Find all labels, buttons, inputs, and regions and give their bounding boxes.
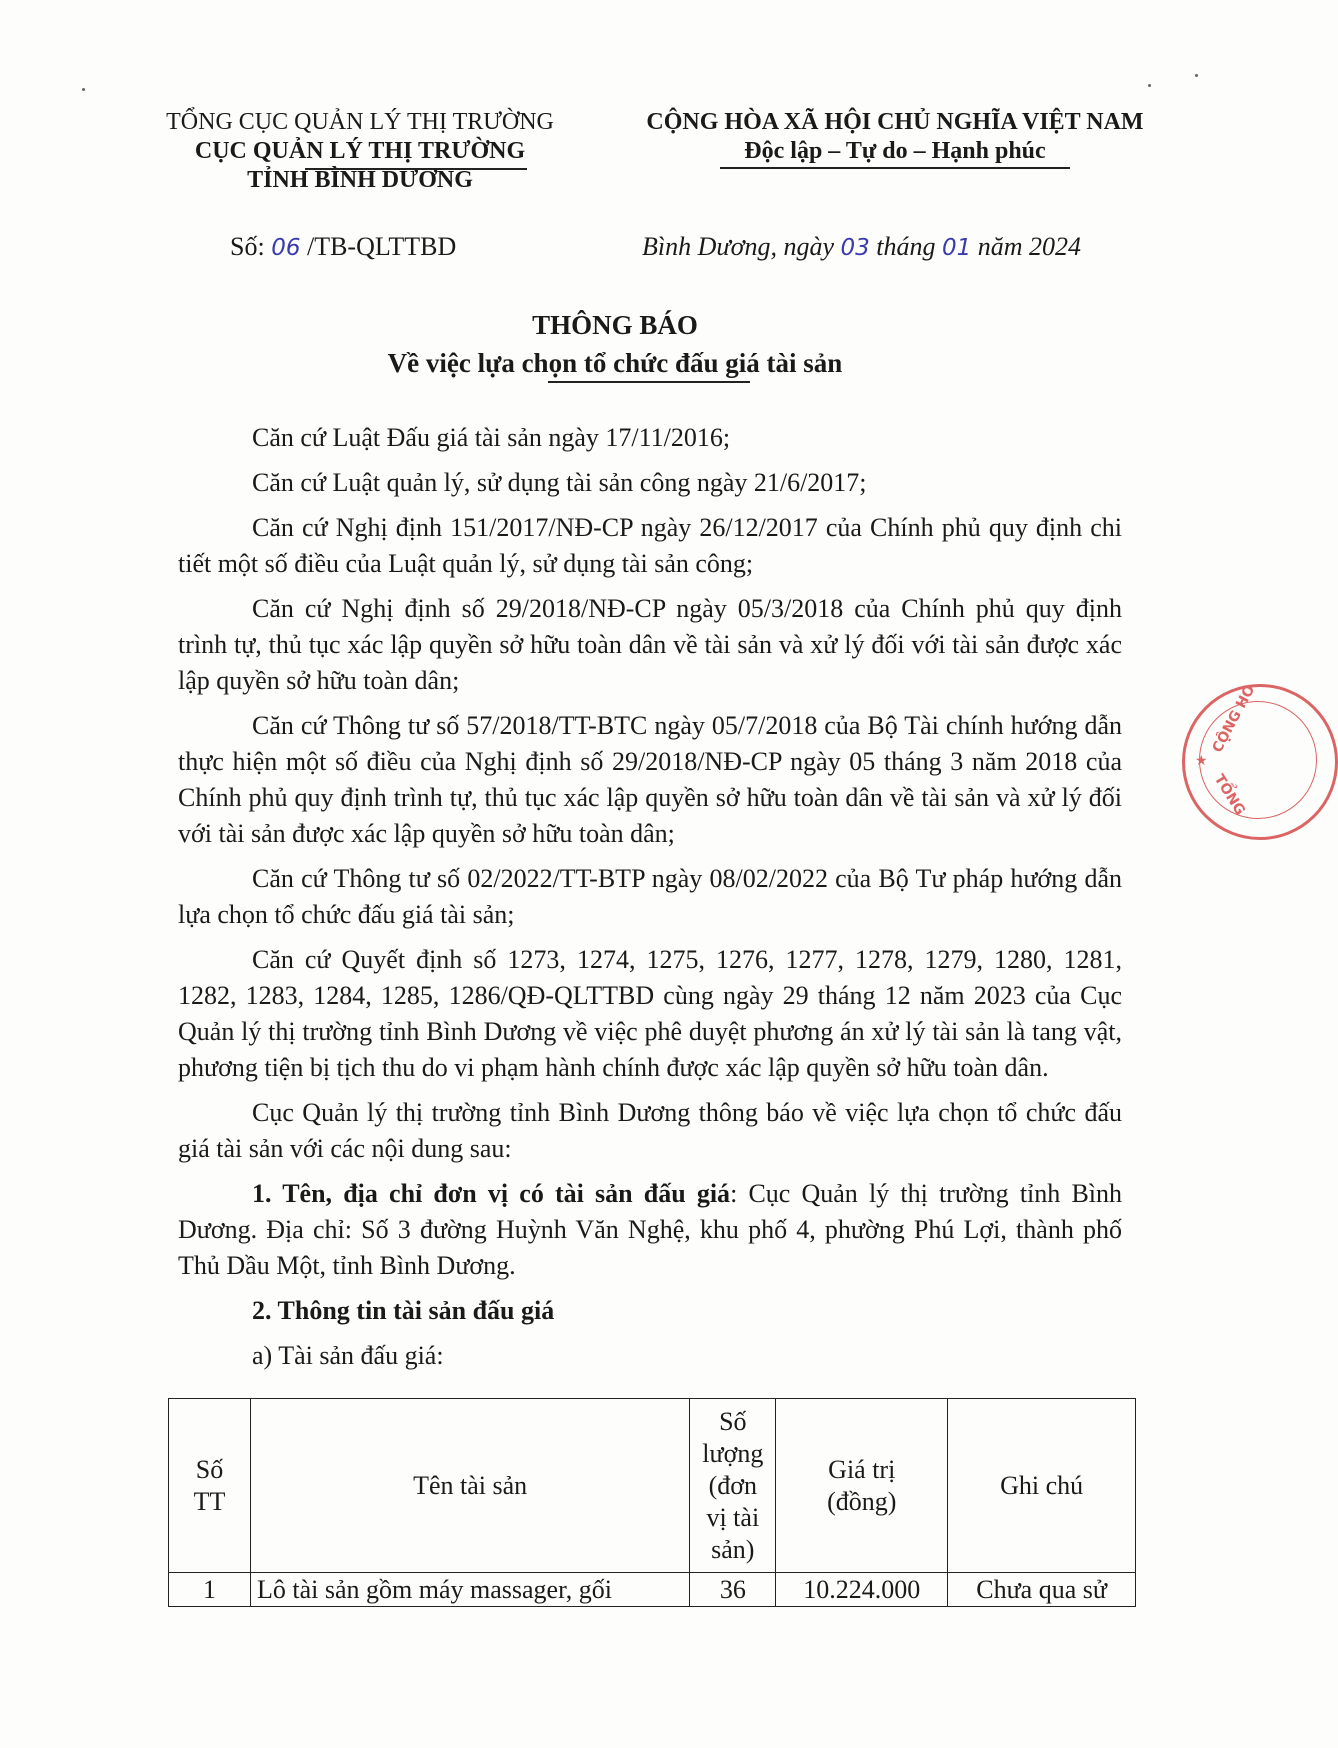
- table-row: [169, 1573, 1136, 1607]
- paragraph: Căn cứ Thông tư số 02/2022/TT-BTP ngày 08/02/2022 của Bộ Tư pháp hướng dẫn lựa chọn tổ chức đấu giá tài sản;: [178, 864, 1122, 929]
- paragraph: Căn cứ Luật quản lý, sử dụng tài sản công ngày 21/6/2017;: [252, 468, 867, 497]
- parent-agency: TỔNG CỤC QUẢN LÝ THỊ TRƯỜNG: [166, 109, 554, 135]
- section-1: [178, 1176, 1122, 1284]
- scan-speck: [82, 88, 85, 91]
- paragraph: Căn cứ Thông tư số 57/2018/TT-BTC ngày 05/7/2018 của Bộ Tài chính hướng dẫn thực hiện một số điều của Nghị định số 29/2018/NĐ-CP ngày 05 tháng 3 năm 2018 của Chính phủ quy định trình tự, thủ tục xác lập quyền sở hữu toàn dân về tài sản và xử lý đối với tài sản được xác lập quyền sở hữu toàn dân;: [178, 711, 1122, 848]
- header-cell-stt: Số TT: [169, 1399, 251, 1573]
- motto-underline: [720, 167, 1070, 169]
- paragraph: Căn cứ Nghị định 151/2017/NĐ-CP ngày 26/12/2017 của Chính phủ quy định chi tiết một số điều của Luật quản lý, sử dụng tài sản công;: [178, 513, 1122, 578]
- national-header: [620, 108, 1170, 166]
- seal-inner-ring: [1199, 701, 1317, 819]
- handwritten-month: 01: [942, 235, 972, 261]
- document-title: THÔNG BÁO: [532, 310, 698, 340]
- cell-value: 10.224.000: [776, 1573, 948, 1607]
- document-body: [178, 420, 1122, 1383]
- paragraph: Căn cứ Quyết định số 1273, 1274, 1275, 1276, 1277, 1278, 1279, 1280, 1281, 1282, 1283, 1284, 1285, 1286/QĐ-QLTTBD cùng ngày 29 tháng 12 năm 2023 của Cục Quản lý thị trường tỉnh Bình Dương về việc phê duyệt phương án xử lý tài sản là tang vật, phương tiện bị tịch thu do vi phạm hành chính được xác lập quyền sở hữu toàn dân.: [178, 945, 1122, 1082]
- header-cell-quantity: Số lượng (đơn vị tài sản): [690, 1399, 776, 1573]
- agency-province: TỈNH BÌNH DƯƠNG: [247, 167, 473, 193]
- agency-name: CỤC QUẢN LÝ THỊ TRƯỜNG: [194, 138, 526, 164]
- scan-speck: [1148, 84, 1151, 87]
- header-underline: [305, 168, 527, 170]
- handwritten-day: 03: [840, 235, 870, 261]
- subtitle-underline: [548, 381, 750, 383]
- agency-header: [140, 108, 580, 195]
- scan-speck: [1195, 74, 1198, 77]
- seal-text-top: CỘNG HÒ: [1209, 682, 1259, 756]
- cell-quantity: 36: [690, 1573, 776, 1607]
- motto: Độc lập – Tự do – Hạnh phúc: [744, 138, 1046, 164]
- document-subtitle: Về việc lựa chọn tổ chức đấu giá tài sản: [387, 348, 843, 378]
- section-2-heading: 2. Thông tin tài sản đấu giá: [252, 1296, 555, 1325]
- country-name: CỘNG HÒA XÃ HỘI CHỦ NGHĨA VIỆT NAM: [646, 109, 1144, 135]
- cell-name: Lô tài sản gồm máy massager, gối: [250, 1573, 689, 1607]
- paragraph: Cục Quản lý thị trường tỉnh Bình Dương thông báo về việc lựa chọn tổ chức đấu giá tài sản với các nội dung sau:: [178, 1098, 1122, 1163]
- official-seal: [1182, 684, 1338, 840]
- paragraph: Căn cứ Luật Đấu giá tài sản ngày 17/11/2016;: [252, 423, 731, 452]
- document-date: Bình Dương, ngày 03 tháng 01 năm 2024: [642, 232, 1082, 261]
- asset-table: [168, 1398, 1136, 1607]
- document-number: Số: 06 /TB-QLTTBD: [230, 232, 457, 261]
- header-cell-name: Tên tài sản: [250, 1399, 689, 1573]
- handwritten-number: 06: [271, 235, 301, 261]
- cell-stt: 1: [169, 1573, 251, 1607]
- seal-text-bottom: TỔNG: [1210, 771, 1248, 819]
- section-1-heading: 1. Tên, địa chỉ đơn vị có tài sản đấu giá: [252, 1179, 731, 1208]
- seal-star: ★: [1195, 753, 1208, 769]
- paragraph: Căn cứ Nghị định số 29/2018/NĐ-CP ngày 05/3/2018 của Chính phủ quy định trình tự, thủ tục xác lập quyền sở hữu toàn dân về tài sản và xử lý đối với tài sản được xác lập quyền sở hữu toàn dân;: [178, 594, 1122, 695]
- section-1-text: : Cục Quản lý thị trường tỉnh Bình Dương. Địa chỉ: Số 3 đường Huỳnh Văn Nghệ, khu phố 4, phường Phú Lợi, thành phố Thủ Dầu Một, tỉnh Bình Dương.: [178, 1179, 1123, 1280]
- cell-note: Chưa qua sử: [948, 1573, 1136, 1607]
- table-header-row: [169, 1399, 1136, 1573]
- header-cell-value: Giá trị (đồng): [776, 1399, 948, 1573]
- header-cell-note: Ghi chú: [948, 1399, 1136, 1573]
- section-2-sub-a: a) Tài sản đấu giá:: [252, 1341, 444, 1370]
